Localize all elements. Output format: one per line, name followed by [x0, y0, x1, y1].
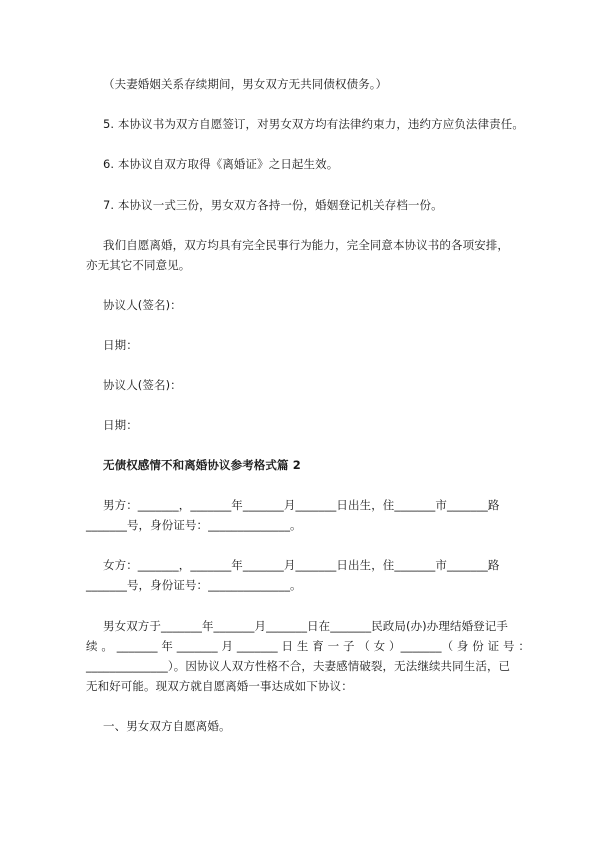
signature-label-2: 协议人(签名)： [103, 378, 182, 392]
female-party-line-2: _______号，身份证号：______________。 [86, 578, 302, 592]
male-party-line-1: 男方：_______，_______年_______月_______日出生，住_______市_______路 [103, 498, 500, 512]
agreement-item-1: 一、男女双方自愿离婚。 [103, 719, 231, 733]
section-title: 无债权感情不和离婚协议参考格式篇 2 [103, 458, 301, 472]
marriage-paragraph-line-4: 无和好可能。现双方就自愿离婚一事达成如下协议： [86, 679, 353, 693]
marriage-paragraph-line-3: ______________）。因协议人双方性格不合，夫妻感情破裂，无法继续共同生活，已 [86, 659, 511, 673]
date-label-2: 日期： [103, 418, 138, 432]
signature-label-1: 协议人(签名)： [103, 298, 182, 312]
date-label-1: 日期： [103, 338, 138, 352]
clause-7: 7. 本协议一式三份，男女双方各持一份，婚姻登记机关存档一份。 [103, 198, 443, 212]
female-party-line-1: 女方：_______，_______年_______月_______日出生，住_______市_______路 [103, 558, 500, 572]
clause-6: 6. 本协议自双方取得《离婚证》之日起生效。 [103, 157, 339, 171]
statement-line-1: 我们自愿离婚，双方均具有完全民事行为能力，完全同意本协议书的各项安排， [103, 238, 509, 252]
marriage-paragraph-line-2: 续 。 _______ 年 _______ 月 _______ 日 生 育 一 子 （ 女 ）_______（ 身 份 证 号 ： [86, 639, 530, 653]
statement-line-2: 亦无其它不同意见。 [86, 258, 191, 272]
marriage-paragraph-line-1: 男女双方于_______年_______月_______日在_______民政局(办)办理结婚登记手 [103, 619, 508, 633]
paragraph-debt-note: （夫妻婚姻关系存续期间，男女双方无共同债权债务。） [103, 77, 388, 91]
clause-5: 5. 本协议书为双方自愿签订，对男女双方均有法律约束力，违约方应负法律责任。 [103, 117, 524, 131]
male-party-line-2: _______号，身份证号：______________。 [86, 518, 302, 532]
